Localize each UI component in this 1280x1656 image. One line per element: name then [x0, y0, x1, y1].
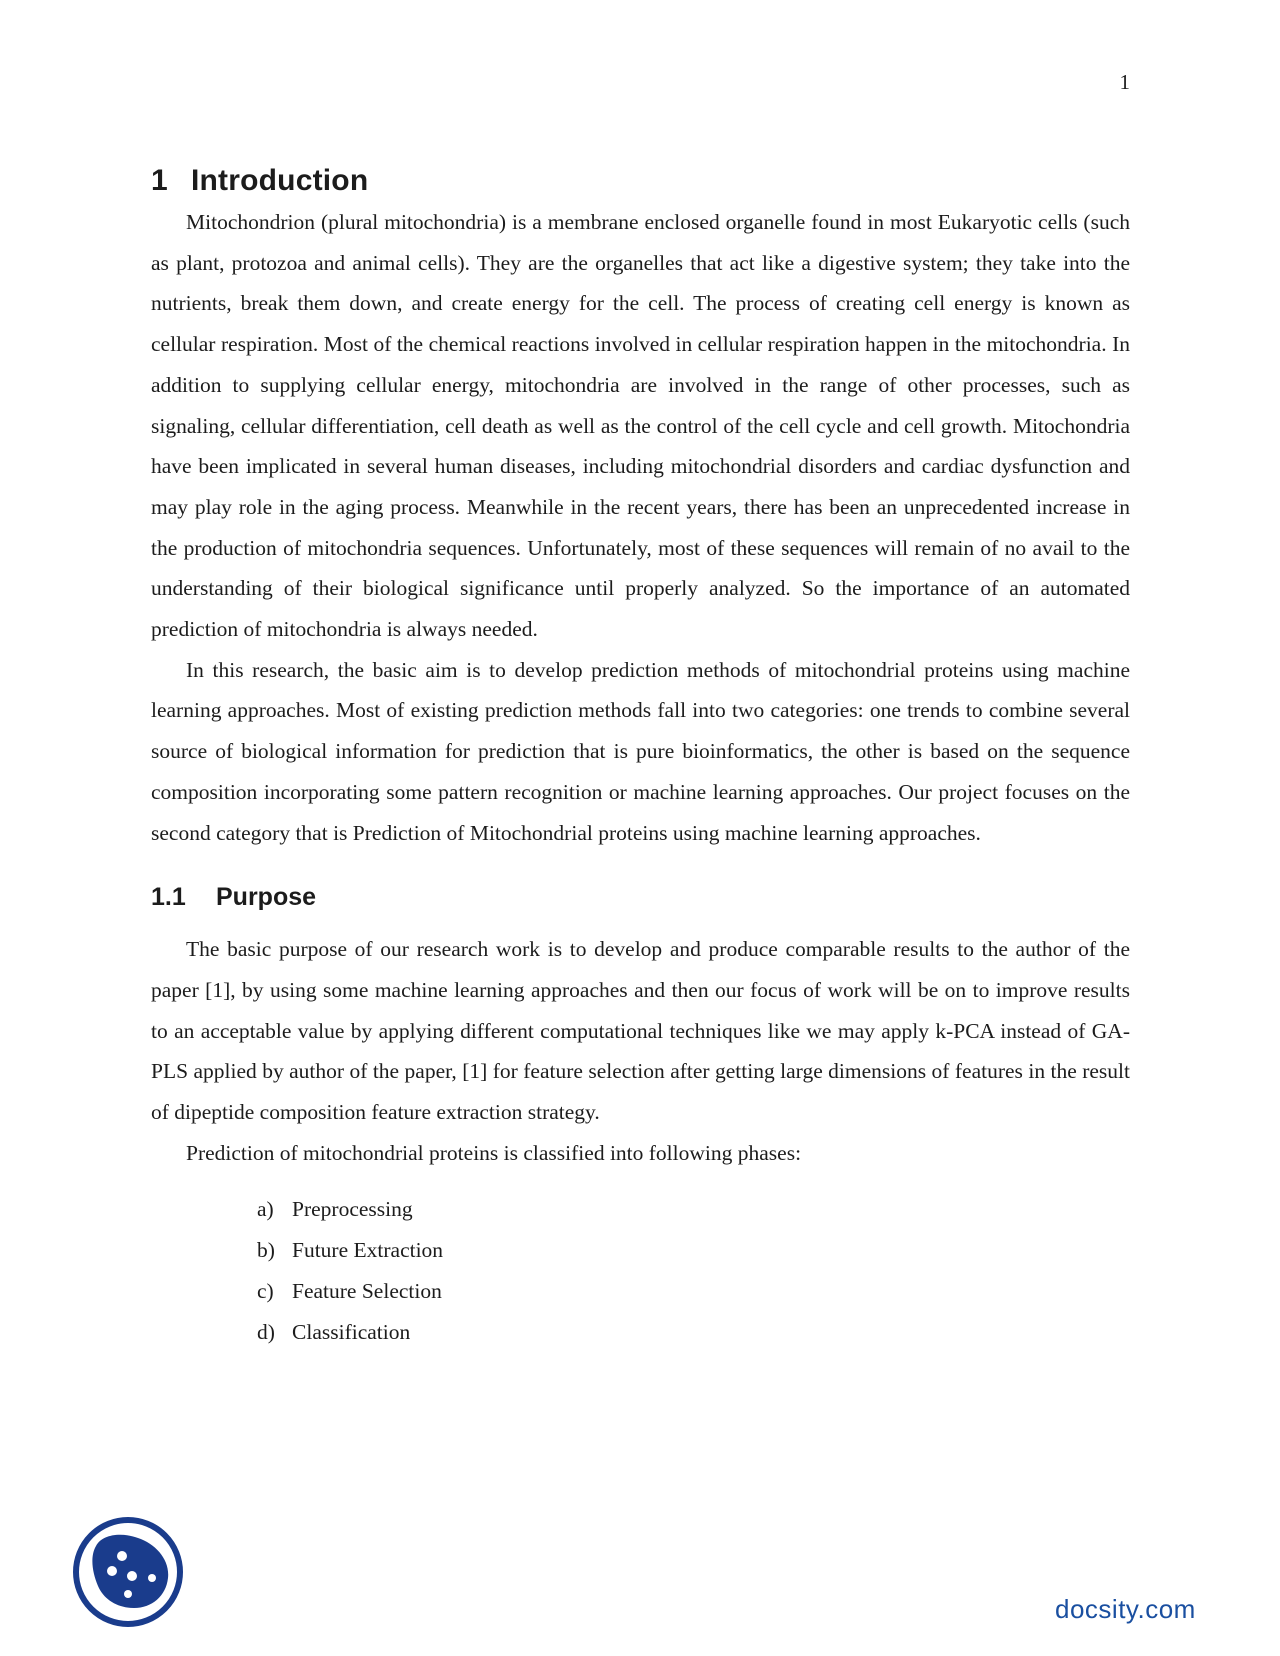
paragraph: In this research, the basic aim is to develop prediction methods of mitochondrial proteins using machine learning approaches. Most of existing prediction methods fall into two categories: one trends to combine several source of biological information for prediction that is pure bioinformatics, the other is based on the sequence composition incorporating some pattern recognition or machine learning approaches. Our project focuses on the second category that is Prediction of Mitochondrial proteins using machine learning approaches. — [151, 657, 1130, 845]
paragraph: Mitochondrion (plural mitochondria) is a membrane enclosed organelle found in most Eukaryotic cells (such as plant, protozoa and animal cells). They are the organelles that act like a digestive system; they take into the nutrients, break them down, and create energy for the cell. The process of creating cell energy is known as cellular respiration. Most of the chemical reactions involved in cellular respiration happen in the mitochondria. In addition to supplying cellular energy, mitochondria are involved in the range of other processes, such as signaling, cellular differentiation, cell death as well as the control of the cell cycle and cell growth. Mitochondria have been implicated in several human diseases, including mitochondrial disorders and cardiac dysfunction and may play role in the aging process. Meanwhile in the recent years, there has been an unprecedented increase in the production of mitochondria sequences. Unfortunately, most of these sequences will remain of no avail to the understanding of their biological significance until properly analyzed. So the importance of an automated prediction of mitochondria is always needed. — [151, 210, 1130, 642]
subsection-number: 1.1 — [151, 883, 186, 912]
list-marker: d) — [257, 1319, 275, 1344]
list-item — [257, 1271, 1130, 1312]
section-title: Introduction — [191, 164, 369, 197]
docsity-logo-icon[interactable] — [72, 1516, 184, 1628]
docsity-watermark-link[interactable]: docsity.com — [1055, 1594, 1196, 1624]
list-marker: a) — [257, 1197, 274, 1222]
list-item — [257, 1230, 1130, 1271]
subsection-heading-purpose — [151, 877, 1130, 917]
list-item — [257, 1312, 1130, 1353]
section-number: 1 — [151, 164, 168, 197]
list-item-label: Classification — [292, 1319, 411, 1344]
list-item-label: Preprocessing — [292, 1197, 413, 1222]
list-item-label: Future Extraction — [292, 1238, 444, 1263]
section-heading-introduction — [151, 160, 1130, 202]
list-marker: b) — [257, 1238, 275, 1263]
list-item — [257, 1189, 1130, 1230]
docsity-logo-graphic — [72, 1516, 184, 1628]
paragraph: The basic purpose of our research work is to develop and produce comparable results to the author of the paper [1], by using some machine learning approaches and then our focus of work will be on to improve results to an acceptable value by applying different computational techniques like we may apply k-PCA instead of GA-PLS applied by author of the paper, [1] for feature selection after getting large dimensions of features in the result of dipeptide composition feature extraction strategy. — [151, 937, 1130, 1125]
page-number: 1 — [1119, 70, 1130, 94]
list-marker: c) — [257, 1278, 274, 1303]
paragraph: Prediction of mitochondrial proteins is classified into following phases: — [186, 1140, 802, 1165]
document-body — [151, 160, 1130, 1352]
phases-list — [151, 1189, 1130, 1352]
list-item-label: Feature Selection — [292, 1278, 442, 1303]
subsection-title: Purpose — [216, 883, 317, 912]
